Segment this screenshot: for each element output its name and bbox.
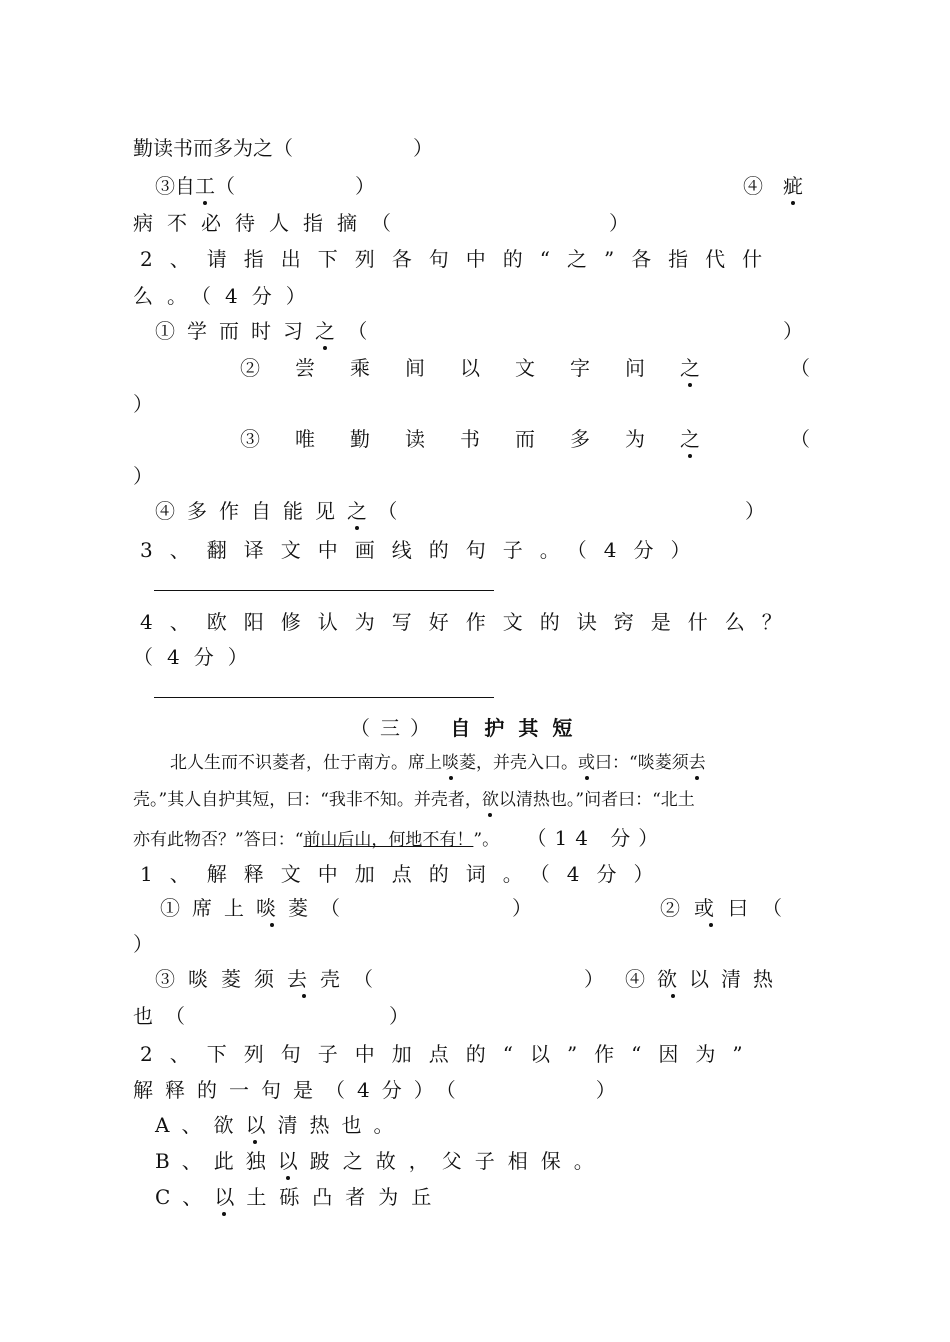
option-c: C、以 土砾凸者为丘: [155, 1185, 445, 1209]
q2-item-3-close: ）: [133, 464, 153, 488]
q2-item-2: ②尝乘间以文字问之 （: [240, 356, 810, 380]
s3-q1-items-row-2-cont: 也（ ）: [133, 1004, 421, 1028]
q2-item-1: ①学而时习之 （ ）: [155, 319, 803, 343]
question-2-prompt-cont: 么。（4分）: [133, 284, 320, 308]
answer-rule-q3: [154, 590, 494, 591]
passage-line-3: 亦有此物否？”答曰：“前山后山，何地不有！”。 （14 分）: [133, 826, 667, 850]
q2-item-2-close: ）: [133, 392, 153, 416]
question-3-prompt: 3、翻译文中画线的句子。（4分）: [140, 538, 708, 562]
s3-question-2-prompt: 2、下列句子中加点的“以”作“因为”: [140, 1042, 760, 1066]
answer-line-3: 病不必待人指摘（ ）: [133, 211, 643, 235]
option-a: A、欲以 清热也。: [155, 1113, 406, 1137]
answer-line-1: 勤读书而多为之（ ）: [133, 136, 433, 160]
passage-line-1: 北人生而不识菱者，仕于南方。席上啖菱，并壳入口。或曰：“啖菱须去: [170, 753, 706, 773]
question-2-prompt: 2、请指出下列各句中的“之”各指代什: [140, 247, 780, 271]
question-4-prompt-cont: （4分）: [133, 645, 262, 669]
q2-item-3: ③唯勤读书而多为之 （: [240, 427, 810, 451]
option-b: B、此独以 跛之故，父子相保。: [155, 1149, 607, 1173]
s3-q1-items-row-1-close: ）: [133, 932, 153, 956]
s3-question-1-prompt: 1、解释文中加点的词。（4分）: [140, 862, 671, 886]
s3-question-2-prompt-cont: 解释的一句是（4分）（ ）: [133, 1078, 628, 1102]
s3-q1-items-row-1: ①席上啖菱（ ） ②或曰（: [160, 896, 796, 920]
item-3: ③自工（ ）: [155, 174, 375, 198]
answer-line-2: [155, 170, 805, 206]
question-4-prompt: 4、欧阳修认为写好作文的诀窍是什么？: [140, 610, 799, 634]
s3-q1-items-row-2: ③啖菱须去壳（ ） ④欲以清热: [155, 967, 785, 991]
q2-item-4: ④多作自能见之 （ ）: [155, 499, 765, 523]
answer-rule-q4: [154, 697, 494, 698]
passage-line-2: 壳。”其人自护其短，曰：“我非不知。并壳者，欲以清热也。”问者曰：“北土: [133, 790, 695, 810]
item-4: ④ 疵: [743, 174, 803, 198]
section-title: （三） 自护其短: [350, 716, 587, 740]
